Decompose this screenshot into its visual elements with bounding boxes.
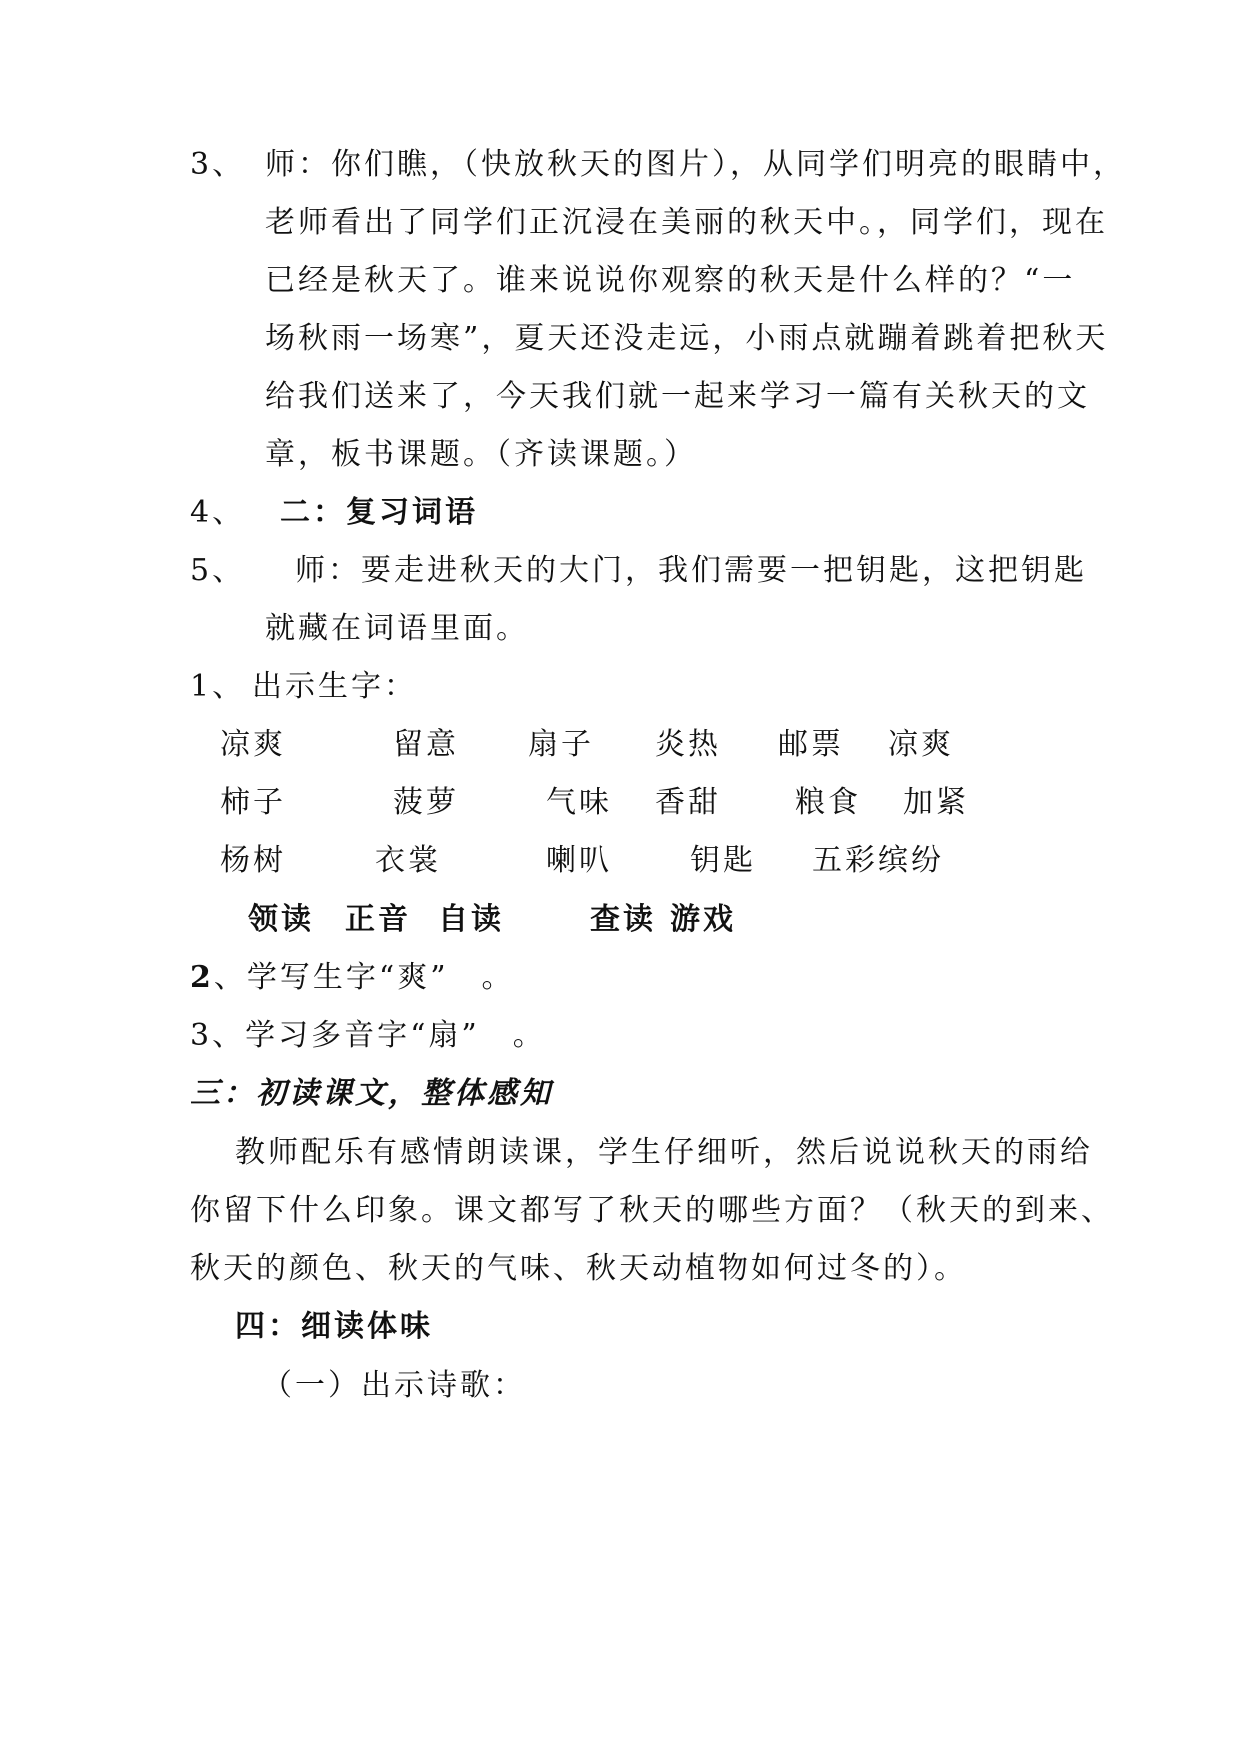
subsection-1-text: （一）出示诗歌： (262, 1368, 526, 1403)
activity-label: 游戏 (670, 902, 736, 937)
item-3-line-2: 老师看出了同学们正沉浸在美丽的秋天中。，同学们，现在 (265, 205, 1108, 240)
word-item: 柿子 (220, 785, 286, 820)
item-3-line-3: 已经是秋天了。谁来说说你观察的秋天是什么样的？“一 (265, 263, 1076, 298)
word-item: 邮票 (778, 727, 844, 762)
activity-label: 自读 (438, 902, 504, 937)
word-item: 衣裳 (375, 843, 441, 878)
step-2-number: 2 (190, 960, 214, 995)
word-item: 凉爽 (220, 727, 286, 762)
activity-label: 正音 (345, 902, 411, 937)
item-5-line-2: 就藏在词语里面。 (265, 611, 529, 646)
step-3-text: 3、学习多音字“扇” 。 (190, 1018, 546, 1053)
word-item: 留意 (393, 727, 459, 762)
para-3-line-2: 你留下什么印象。课文都写了秋天的哪些方面？（秋天的到来、 (190, 1193, 1114, 1228)
step-1-number: 1、 (190, 669, 246, 704)
step-2 (190, 958, 515, 998)
section-4-heading: 四：细读体味 (235, 1309, 433, 1344)
word-item: 扇子 (528, 727, 594, 762)
step-2-text: 、学写生字“爽” 。 (213, 960, 515, 995)
word-item: 杨树 (220, 843, 286, 878)
word-item: 粮食 (795, 785, 861, 820)
item-4-number: 4、 (190, 495, 246, 530)
word-item: 炎热 (655, 727, 721, 762)
item-4-heading: 二：复习词语 (280, 495, 478, 530)
word-item: 五彩缤纷 (812, 843, 944, 878)
word-item: 菠萝 (393, 785, 459, 820)
item-3-line-6: 章，板书课题。（齐读课题。） (265, 437, 697, 472)
step-1-text: 出示生字： (252, 669, 417, 704)
word-item: 钥匙 (690, 843, 756, 878)
word-item: 凉爽 (888, 727, 954, 762)
item-3-number: 3、 (190, 147, 246, 182)
para-3-line-3: 秋天的颜色、秋天的气味、秋天动植物如何过冬的）。 (190, 1251, 967, 1286)
word-item: 气味 (546, 785, 612, 820)
activity-label: 查读 (590, 902, 656, 937)
section-3-heading: 三：初读课文，整体感知 (190, 1076, 553, 1111)
item-3-line-1: 师：你们瞧，（快放秋天的图片），从同学们明亮的眼睛中， (265, 147, 1126, 182)
word-item: 香甜 (655, 785, 721, 820)
word-item: 加紧 (903, 785, 969, 820)
item-5-line-1: 师：要走进秋天的大门，我们需要一把钥匙，这把钥匙 (295, 553, 1087, 588)
para-3-line-1: 教师配乐有感情朗读课，学生仔细听，然后说说秋天的雨给 (235, 1135, 1093, 1170)
item-5-number: 5、 (190, 553, 246, 588)
item-3-line-4: 场秋雨一场寒”，夏天还没走远，小雨点就蹦着跳着把秋天 (265, 321, 1109, 356)
activity-label: 领读 (248, 902, 314, 937)
item-3-line-5: 给我们送来了，今天我们就一起来学习一篇有关秋天的文 (265, 379, 1090, 414)
word-item: 喇叭 (546, 843, 612, 878)
